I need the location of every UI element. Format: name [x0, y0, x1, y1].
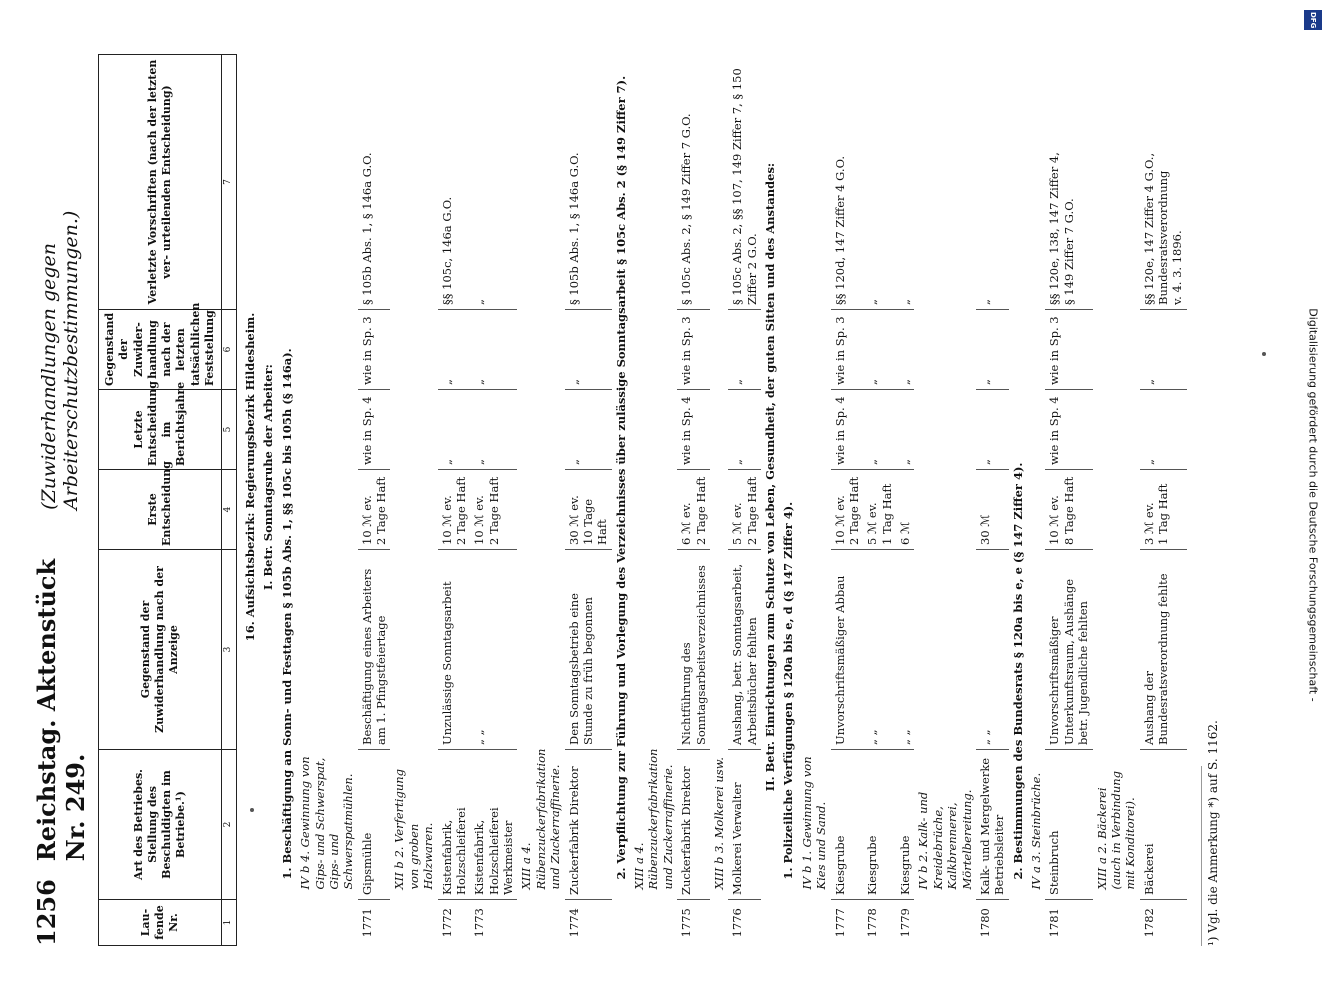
row-gegenstand: Beschäftigung eines Arbeiters am 1. Pfingstfeiertage [358, 550, 391, 750]
row-erste: 10 ℳ ev. 2 Tage Haft [438, 470, 471, 550]
row-gegenstand: Unvorschriftsmäßiger Unterkunftsraum, Aushänge betr. Jugendliche fehlten [1045, 550, 1092, 750]
digitization-note: Digitalisierung gefördert durch die Deutsche Forschungsgemeinschaft - [1306, 308, 1320, 702]
row-gegenstand: „ „ [470, 550, 517, 750]
row-erste: 3 ℳ ev. 1 Tag Haft [1140, 470, 1187, 550]
row-letzte: „ [438, 390, 471, 470]
col-header-nr: Lau- fende Nr. [99, 900, 222, 946]
section-row [259, 55, 277, 946]
row-nr: 1775 [679, 908, 694, 938]
row-erste: 5 ℳ ev. 1 Tag Haft [863, 470, 896, 550]
row-vorschriften: §§ 105c, 146a G.O. [438, 55, 471, 310]
row-erste: 10 ℳ ev. 2 Tage Haft [470, 470, 517, 550]
row-tat: „ [1140, 310, 1187, 390]
row-nr: 1772 [439, 908, 454, 938]
row-art: Kiesgrube [896, 750, 914, 900]
row-nr: 1774 [566, 908, 581, 938]
row-vorschriften: §§ 120e, 147 Ziffer 4 G.O., Bundesratsverordnung v. 4. 3. 1896. [1140, 55, 1187, 310]
industry-row [1093, 55, 1140, 946]
page-header [32, 54, 90, 946]
district-row [237, 55, 260, 946]
row-art: Kistenfabrik, Holzschleiferei Werkmeister [470, 750, 517, 900]
row-vorschriften: „ [976, 55, 1009, 310]
footnote: ¹) Vgl. die Anmerkung *) auf S. 1162. [1201, 766, 1220, 946]
row-nr: 1778 [865, 908, 880, 938]
col-header-vorschriften: Verletzte Vorschriften (nach der letzten ver- urteilenden Entscheidung) [99, 55, 222, 310]
col-header-tat: Gegenstand der Zuwider- handlung nach der letzten tatsächlichen Feststellung [99, 310, 222, 390]
row-erste: 30 ℳ [976, 470, 1009, 550]
row-erste: 5 ℳ ev. 2 Tage Haft [728, 470, 761, 550]
row-nr: 1776 [730, 908, 745, 938]
table-row [1140, 55, 1187, 946]
row-nr: 1782 [1141, 908, 1156, 938]
col-number: 2 [222, 750, 237, 900]
table-row [896, 55, 914, 946]
row-vorschriften: „ [896, 55, 914, 310]
row-tat: „ [863, 310, 896, 390]
row-vorschriften: § 105c Abs. 2, §§ 107, 149 Ziffer 7, § 150 Ziffer 2 G.O. [728, 55, 761, 310]
row-letzte: wie in Sp. 4 [1045, 390, 1092, 470]
row-gegenstand: Unzulässige Sonntagsarbeit [438, 550, 471, 750]
digitization-credit [1302, 10, 1324, 1000]
row-gegenstand: Nichtführung des Sonntagsarbeitsverzeichnisses [677, 550, 710, 750]
row-letzte: „ [863, 390, 896, 470]
industry-label: XII b 2. Verfertigung von groben Holzwaren. [392, 768, 436, 890]
row-tat: „ [470, 310, 517, 390]
row-letzte: „ [1140, 390, 1187, 470]
industry-label: IV b 4. Gewinnung von Gips- und Schwerspat, Gips- und Schwerspatmühlen. [298, 756, 356, 890]
section-heading: II. Betr. Einrichtungen zum Schutze von Leben, Gesundheit, der guten Sitten und des Anstandes: [763, 162, 778, 792]
row-art: Kiesgrube [831, 750, 864, 900]
row-art: Gipsmühle [358, 750, 391, 900]
column-number-row [222, 55, 237, 946]
industry-label: IV a 3. Steinbrüche. [1029, 772, 1044, 890]
industry-row [798, 55, 831, 946]
row-vorschriften: „ [863, 55, 896, 310]
row-tat: wie in Sp. 3 [1045, 310, 1092, 390]
row-nr: 1773 [472, 908, 487, 938]
row-gegenstand: „ „ [976, 550, 1009, 750]
subsection-heading: 1. Beschäftigung an Sonn- und Festtagen § 105b Abs. 1, §§ 105c bis 105h (§ 146a). [279, 348, 294, 880]
row-art: Zuckerfabrik Direktor [677, 750, 710, 900]
row-letzte: „ [976, 390, 1009, 470]
row-letzte: wie in Sp. 4 [831, 390, 864, 470]
row-art: Kalk- und Mergelwerke Betriebsleiter [976, 750, 1009, 900]
row-art: Molkerei Verwalter [728, 750, 761, 900]
row-erste: 10 ℳ ev. 2 Tage Haft [831, 470, 864, 550]
row-art: Kiesgrube [863, 750, 896, 900]
row-vorschriften: „ [470, 55, 517, 310]
row-nr: 1781 [1047, 908, 1062, 938]
row-erste: 6 ℳ [896, 470, 914, 550]
row-letzte: wie in Sp. 4 [358, 390, 391, 470]
page-subtitle: (Zuwiderhandlungen gegen Arbeiterschutzbestimmungen.) [38, 210, 82, 510]
col-header-letzte: Letzte Entscheidung im Berichtsjahre [99, 390, 222, 470]
row-art: Zuckerfabrik Direktor [565, 750, 612, 900]
table-row [438, 55, 471, 946]
subsection-row [278, 55, 296, 946]
row-vorschriften: §§ 120d, 147 Ziffer 4 G.O. [831, 55, 864, 310]
row-letzte: „ [728, 390, 761, 470]
row-gegenstand: Unvorschriftsmäßiger Abbau [831, 550, 864, 750]
table-row [358, 55, 391, 946]
row-gegenstand: „ „ [896, 550, 914, 750]
table-row [565, 55, 612, 946]
row-letzte: wie in Sp. 4 [677, 390, 710, 470]
row-nr: 1771 [359, 908, 374, 938]
row-erste: 6 ℳ ev. 2 Tage Haft [677, 470, 710, 550]
col-header-erste: Erste Entscheidung [99, 470, 222, 550]
row-tat: wie in Sp. 3 [358, 310, 391, 390]
col-header-art: Art des Betriebes. Stellung des Beschuldigten im Betriebe.¹) [99, 750, 222, 900]
row-tat: „ [976, 310, 1009, 390]
row-erste: 10 ℳ ev. 8 Tage Haft [1045, 470, 1092, 550]
section-heading: I. Betr. Sonntagsruhe der Arbeiter: [261, 364, 276, 590]
district-heading: 16. Aufsichtsbezirk: Regierungsbezirk Hildesheim. [243, 312, 258, 642]
row-erste: 30 ℳ ev. 10 Tage Haft [565, 470, 612, 550]
table-row [831, 55, 864, 946]
row-gegenstand: Aushang, betr. Sonntagsarbeit, Arbeitsbücher fehlten [728, 550, 761, 750]
row-letzte: „ [565, 390, 612, 470]
industry-label: IV b 1. Gewinnung von Kies und Sand. [799, 756, 829, 890]
row-letzte: „ [470, 390, 517, 470]
row-gegenstand: „ „ [863, 550, 896, 750]
page-title: Reichstag. Aktenstück Nr. 249. [32, 558, 90, 862]
subsection-row [1009, 55, 1027, 946]
row-vorschriften: §§ 120e, 138, 147 Ziffer 4, § 149 Ziffer 7 G.O. [1045, 55, 1092, 310]
row-nr: 1780 [977, 908, 992, 938]
row-art: Kistenfabrik, Holzschleiferei [438, 750, 471, 900]
col-number: 5 [222, 390, 237, 470]
row-letzte: „ [896, 390, 914, 470]
industry-row [630, 55, 677, 946]
subsection-row [779, 55, 797, 946]
row-nr: 1777 [832, 908, 847, 938]
row-tat: „ [565, 310, 612, 390]
col-number: 6 [222, 310, 237, 390]
row-art: Steinbruch [1045, 750, 1092, 900]
dfg-logo: DFG [1304, 10, 1322, 30]
subsection-heading: 1. Polizeiliche Verfügungen § 120a bis e, d (§ 147 Ziffer 4). [781, 501, 796, 880]
industry-row [296, 55, 358, 946]
industry-row [517, 55, 564, 946]
subsection-heading: 2. Verpflichtung zur Führung und Vorlegung des Verzeichnisses über zulässige Sonntagsarbeit § 105c Abs. 2 (§ 149 Ziffer 7). [613, 75, 628, 880]
industry-row [914, 55, 976, 946]
row-vorschriften: § 105b Abs. 1, § 146a G.O. [358, 55, 391, 310]
table-row [976, 55, 1009, 946]
col-number: 1 [222, 900, 237, 946]
industry-label: XIII a 4. Rübenzuckerfabrikation und Zuckerraffinerie. [519, 748, 563, 890]
industry-label: IV b 2. Kalk- und Kreidebrüche, Kalkbrennerei, Mörtelbereitung. [916, 789, 974, 890]
row-vorschriften: § 105b Abs. 1, § 146a G.O. [565, 55, 612, 310]
industry-label: XIII a 2. Bäckerei (auch in Verbindung mit Konditorei). [1094, 770, 1138, 890]
row-art: Bäckerei [1140, 750, 1187, 900]
section-row [761, 55, 779, 946]
row-tat: „ [728, 310, 761, 390]
subsection-heading: 2. Bestimmungen des Bundesrats § 120a bis e, e (§ 147 Ziffer 4). [1010, 462, 1025, 880]
industry-row [1027, 55, 1045, 946]
rotated-page [12, 30, 1312, 970]
page-number: 1256 [32, 879, 61, 946]
table-row [728, 55, 761, 946]
col-number: 7 [222, 55, 237, 310]
industry-row [710, 55, 728, 946]
col-number: 4 [222, 470, 237, 550]
table-row [1045, 55, 1092, 946]
subsection-row [612, 55, 630, 946]
row-gegenstand: Aushang der Bundesratsverordnung fehlte [1140, 550, 1187, 750]
row-gegenstand: Den Sonntagsbetrieb eine Stunde zu früh begonnen [565, 550, 612, 750]
row-tat: „ [896, 310, 914, 390]
header-row [99, 55, 222, 946]
industry-label: XIII b 3. Molkerei usw. [711, 757, 726, 890]
row-vorschriften: § 105c Abs. 2, § 149 Ziffer 7 G.O. [677, 55, 710, 310]
scan-speck [1262, 352, 1266, 356]
row-tat: wie in Sp. 3 [831, 310, 864, 390]
row-tat: „ [438, 310, 471, 390]
row-erste: 10 ℳ ev. 2 Tage Haft [358, 470, 391, 550]
table-row [677, 55, 710, 946]
scan-speck [250, 808, 254, 812]
table-row [863, 55, 896, 946]
row-nr: 1779 [898, 908, 913, 938]
col-header-gegenstand: Gegenstand der Zuwiderhandlung nach der Anzeige [99, 550, 222, 750]
industry-row [390, 55, 437, 946]
col-number: 3 [222, 550, 237, 750]
table-row [470, 55, 517, 946]
row-tat: wie in Sp. 3 [677, 310, 710, 390]
violations-table [98, 54, 1187, 946]
document-page [12, 30, 1312, 970]
industry-label: XIII a 4. Rübenzuckerfabrikation und Zuckerraffinerie. [632, 748, 675, 890]
